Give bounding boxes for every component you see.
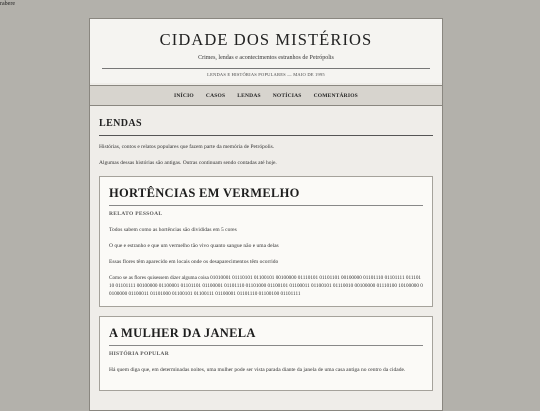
nav-item-noticias[interactable]: NOTÍCIAS [272,92,302,99]
site-header [90,19,442,83]
header-divider [102,68,430,69]
story-divider [109,345,423,346]
main-content [90,106,442,410]
page-container [89,18,443,411]
site-meta: LENDAS E HISTÓRIAS POPULARES — MAIO DE 1995 [207,72,325,77]
story-title: A MULHER DA JANELA [109,326,256,340]
story-tag: RELATO PESSOAL [109,211,163,217]
nav-item-lendas[interactable]: LENDAS [237,92,261,99]
nav-item-inicio[interactable]: INÍCIO [174,92,194,99]
site-title: CIDADE DOS MISTÉRIOS [159,30,373,49]
story-line: Todos sabem como as hortências são divididas em 5 cores [109,227,237,233]
story-binary-line: Como se as flores quisessem dizer alguma coisa 01010001 01110101 01100101 00100000 01110101 01101101 00100000 01101110 01101111 01110110 01101111 00100000 01100001 01101101 01100001 01101110 01101000 01100101 01100011 01100101 01110010 00100000 01110100 10100000 00100000 01100011 01101000 01100101 01100111 01100001 01101110 01100100 01101111 [109,275,423,297]
section-title: LENDAS [99,118,142,129]
story-line: Essas flores têm aparecido em locais onde os desaparecimentos têm ocorrido [109,259,279,265]
story-divider [109,205,423,206]
nav-item-casos[interactable]: CASOS [205,92,226,99]
site-subtitle: Crimes, lendas e acontecimentos estranhos de Petrópolis [198,55,334,61]
story-card-mulher-janela [99,316,433,391]
story-line: Há quem diga que, em determinadas noites, uma mulher pode ser vista parada diante da janela de uma casa antiga no centro da cidade. [109,367,406,373]
intro-paragraph: Histórias, contos e relatos populares que fazem parte da memória de Petrópolis. [99,144,275,150]
story-tag: HISTÓRIA POPULAR [109,351,169,357]
window-title: rabere [0,1,15,7]
story-line: O que e estranho e que um vermelho tão vivo quanto sangue não e uma delas [109,243,279,249]
nav-item-comentarios[interactable]: COMENTÁRIOS [313,92,358,99]
main-nav [90,85,442,106]
section-divider [99,135,433,136]
story-title: HORTÊNCIAS EM VERMELHO [109,186,300,200]
story-card-hortencias [99,176,433,307]
intro-paragraph: Algumas dessas histórias são antigas. Outras continuam sendo contadas até hoje. [99,160,277,166]
